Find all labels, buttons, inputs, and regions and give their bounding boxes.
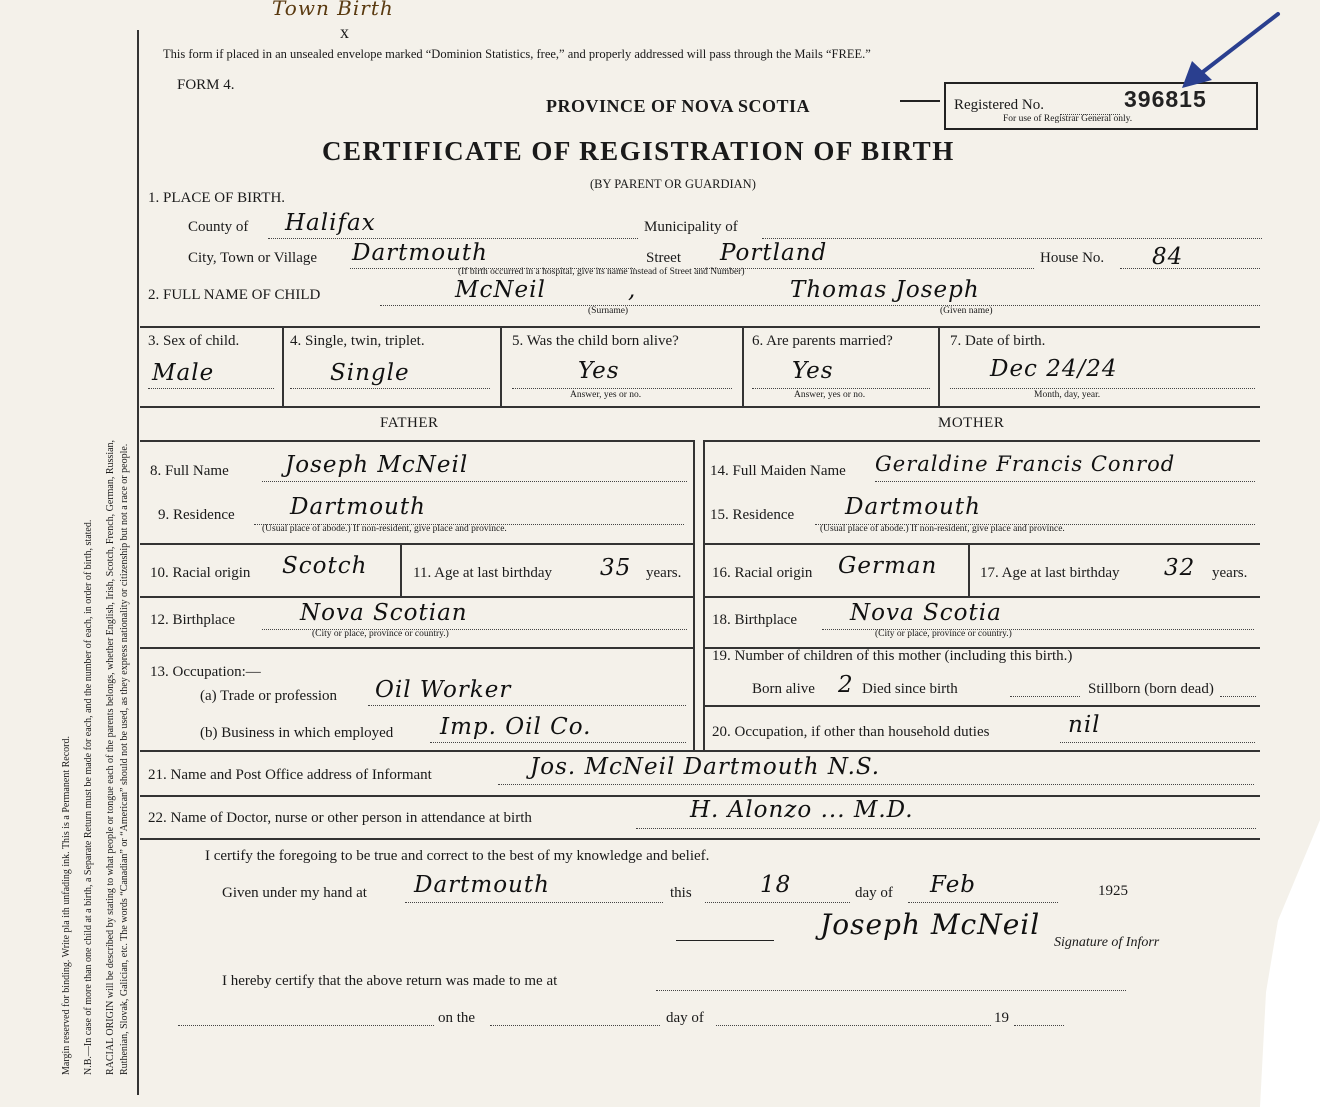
given-place-value: Dartmouth — [414, 872, 550, 898]
child-name-label: 2. FULL NAME OF CHILD — [148, 287, 321, 303]
father-age-value: 35 — [600, 555, 632, 581]
mother-birthplace-label: 18. Birthplace — [712, 612, 797, 628]
house-line — [1120, 268, 1260, 269]
father-birthplace-value: Nova Scotian — [300, 600, 468, 626]
father-age-divider — [400, 543, 402, 596]
top-mark: x — [340, 22, 349, 42]
married-caption: Answer, yes or no. — [794, 390, 866, 400]
informant-label: 21. Name and Post Office address of Informant — [148, 767, 432, 783]
form-left-border — [137, 30, 139, 1095]
hospital-note: (If birth occurred in a hospital, give its name instead of Street and Number) — [458, 267, 745, 277]
mother-age-unit: years. — [1212, 565, 1248, 581]
mother-residence-caption: (Usual place of abode.) If non-resident, give place and province. — [820, 524, 1065, 534]
row-divider-top — [140, 326, 1260, 328]
col-divider-3 — [742, 326, 744, 406]
sex-label: 3. Sex of child. — [148, 333, 240, 349]
registrar-note: For use of Registrar General only. — [1003, 114, 1133, 124]
signature-caption: Signature of Inforr — [1054, 935, 1160, 950]
street-label: Street — [646, 250, 681, 266]
registrar-statement: I hereby certify that the above return was made to me at — [222, 973, 558, 989]
row-divider-bottom — [140, 406, 1260, 408]
father-residence-value: Dartmouth — [290, 494, 426, 520]
document-subtitle: (BY PARENT OR GUARDIAN) — [590, 177, 756, 191]
given-place-line — [405, 902, 663, 903]
doctor-value: H. Alonzo ... M.D. — [690, 797, 914, 823]
day-of-label-2: day of — [666, 1010, 704, 1026]
child-given-name: Thomas Joseph — [790, 277, 980, 303]
county-label: County of — [188, 219, 249, 235]
mother-children-label: 19. Number of children of this mother (including this birth.) — [712, 648, 1073, 664]
alive-caption: Answer, yes or no. — [570, 390, 642, 400]
father-business-label: (b) Business in which employed — [200, 725, 394, 741]
informant-value: Jos. McNeil Dartmouth N.S. — [530, 754, 881, 780]
father-business-value: Imp. Oil Co. — [440, 714, 592, 740]
father-name-line — [262, 481, 687, 482]
mother-birthplace-caption: (City or place, province or country.) — [875, 629, 1012, 639]
child-name-separator: , — [628, 277, 637, 303]
mother-name-label: 14. Full Maiden Name — [710, 463, 846, 479]
mother-row-divider-2 — [703, 596, 1260, 598]
alive-label: 5. Was the child born alive? — [512, 333, 679, 349]
father-row-divider-2 — [140, 596, 693, 598]
col-divider-4 — [938, 326, 940, 406]
father-birthplace-label: 12. Birthplace — [150, 612, 235, 628]
margin-note-racial-origin-cont: Ruthenian, Slovak, Galician, etc. The words “Canadian” or “American” should not be used, as they express nationality or citizenship but not a race or people. — [119, 443, 130, 1075]
mother-occupation-line — [1060, 742, 1255, 743]
given-name-caption: (Given name) — [940, 306, 993, 316]
header-dash — [900, 100, 940, 102]
registrar-month-line — [716, 1025, 991, 1026]
father-business-line — [430, 742, 686, 743]
year-value: 1925 — [1098, 883, 1128, 899]
mother-occupation-label: 20. Occupation, if other than household duties — [712, 724, 990, 740]
stillborn-line — [1220, 696, 1256, 697]
county-value: Halifax — [285, 210, 376, 236]
stillborn-label: Stillborn (born dead) — [1088, 681, 1214, 697]
alive-line — [512, 388, 732, 389]
arrow-icon — [1170, 6, 1285, 96]
mother-residence-label: 15. Residence — [710, 507, 795, 523]
plurality-label: 4. Single, twin, triplet. — [290, 333, 425, 349]
city-value: Dartmouth — [352, 240, 488, 266]
father-residence-label: 9. Residence — [158, 507, 235, 523]
child-surname: McNeil — [455, 277, 546, 303]
registrar-day-line — [490, 1025, 660, 1026]
mother-age-value: 32 — [1164, 555, 1196, 581]
city-label: City, Town or Village — [188, 250, 318, 266]
father-top-line — [140, 440, 693, 442]
mail-notice: This form if placed in an unsealed envelope marked “Dominion Statistics, free,” and properly addressed will pass through the Mails “FREE.” — [163, 47, 871, 61]
dob-label: 7. Date of birth. — [950, 333, 1046, 349]
col-divider-1 — [282, 326, 284, 406]
registered-label: Registered No. — [954, 97, 1044, 113]
informant-signature: Joseph McNeil — [820, 908, 1041, 941]
street-line — [694, 268, 1034, 269]
mother-race-value: German — [838, 553, 938, 579]
born-alive-label: Born alive — [752, 681, 815, 697]
father-name-label: 8. Full Name — [150, 463, 229, 479]
father-trade-line — [368, 705, 686, 706]
married-value: Yes — [792, 358, 834, 384]
given-under-label: Given under my hand at — [222, 885, 367, 901]
married-label: 6. Are parents married? — [752, 333, 893, 349]
father-age-unit: years. — [646, 565, 682, 581]
house-label: House No. — [1040, 250, 1105, 266]
registrar-place-line — [656, 990, 1126, 991]
month-value: Feb — [930, 872, 977, 898]
father-residence-caption: (Usual place of abode.) If non-resident, give place and province. — [262, 524, 507, 534]
day-of-label: day of — [855, 885, 893, 901]
registrar-place-line-2 — [178, 1025, 434, 1026]
father-race-value: Scotch — [282, 553, 368, 579]
mother-race-label: 16. Racial origin — [712, 565, 813, 581]
plurality-line — [290, 388, 490, 389]
province-heading: PROVINCE OF NOVA SCOTIA — [546, 96, 811, 116]
doctor-divider — [140, 838, 1260, 840]
father-race-label: 10. Racial origin — [150, 565, 251, 581]
place-of-birth-label: 1. PLACE OF BIRTH. — [148, 190, 286, 206]
col-divider-2 — [500, 326, 502, 406]
mother-left-border — [703, 440, 705, 750]
mother-occupation-value: nil — [1068, 712, 1101, 738]
informant-line — [498, 784, 1254, 785]
municipality-line — [762, 238, 1262, 239]
died-label: Died since birth — [862, 681, 958, 697]
document-title: CERTIFICATE OF REGISTRATION OF BIRTH — [322, 136, 955, 166]
registrar-year-line — [1014, 1025, 1064, 1026]
alive-value: Yes — [578, 358, 620, 384]
dob-line — [950, 388, 1255, 389]
father-row-divider-3 — [140, 647, 693, 649]
mother-name-value: Geraldine Francis Conrod — [875, 452, 1176, 476]
margin-note-multiple-births: N.B.—In case of more than one child at a birth, a Separate Return must be made for each, and the number of each, in order of birth, stated. — [83, 519, 94, 1075]
month-line — [908, 902, 1058, 903]
father-trade-label: (a) Trade or profession — [200, 688, 338, 704]
mother-row-divider-1 — [703, 543, 1260, 545]
sex-value: Male — [152, 360, 215, 386]
margin-note-racial-origin: RACIAL ORIGIN will be described by stating to what people or tongue each of the parents belongs, whether English, Irish, Scotch, French, German, Russian, — [105, 439, 116, 1075]
doctor-label: 22. Name of Doctor, nurse or other person in attendance at birth — [148, 810, 532, 826]
mother-name-line — [875, 481, 1255, 482]
day-line — [705, 902, 850, 903]
dob-caption: Month, day, year. — [1034, 390, 1101, 400]
father-right-border — [693, 440, 695, 750]
municipality-label: Municipality of — [644, 219, 738, 235]
top-note: Town Birth — [272, 0, 394, 20]
surname-caption: (Surname) — [588, 306, 629, 316]
this-label: this — [670, 885, 692, 901]
doctor-line — [636, 828, 1256, 829]
year-prefix: 19 — [994, 1010, 1009, 1026]
mother-birthplace-value: Nova Scotia — [850, 600, 1002, 626]
torn-corner — [1260, 820, 1320, 1107]
county-line — [268, 238, 638, 239]
father-birthplace-caption: (City or place, province or country.) — [312, 629, 449, 639]
mother-age-divider — [968, 543, 970, 596]
father-heading: FATHER — [380, 415, 439, 431]
mother-top-line — [703, 440, 1260, 442]
margin-note-binding: Margin reserved for binding. Write pla ith unfading ink. This is a Permanent Record. — [61, 736, 72, 1075]
day-value: 18 — [760, 872, 792, 898]
mother-heading: MOTHER — [938, 415, 1005, 431]
died-line — [1010, 696, 1080, 697]
parents-bottom-line — [140, 750, 1260, 752]
house-value: 84 — [1152, 244, 1184, 270]
father-occupation-label: 13. Occupation:— — [150, 664, 261, 680]
signature-short-line — [676, 940, 774, 941]
father-age-label: 11. Age at last birthday — [413, 565, 552, 581]
mother-residence-value: Dartmouth — [845, 494, 981, 520]
dob-value: Dec 24/24 — [990, 356, 1118, 382]
sex-line — [148, 388, 274, 389]
born-alive-value: 2 — [838, 672, 854, 698]
registered-number: 396815 — [1124, 86, 1207, 112]
child-name-line — [380, 305, 1260, 306]
father-row-divider-1 — [140, 543, 693, 545]
father-trade-value: Oil Worker — [375, 677, 512, 703]
street-value: Portland — [720, 240, 828, 266]
mother-row-divider-4 — [703, 705, 1260, 707]
plurality-value: Single — [330, 360, 410, 386]
on-the-label: on the — [438, 1010, 476, 1026]
certify-statement: I certify the foregoing to be true and correct to the best of my knowledge and belief. — [205, 848, 710, 864]
married-line — [752, 388, 930, 389]
form-number: FORM 4. — [177, 77, 235, 93]
father-name-value: Joseph McNeil — [285, 452, 469, 478]
mother-age-label: 17. Age at last birthday — [980, 565, 1120, 581]
